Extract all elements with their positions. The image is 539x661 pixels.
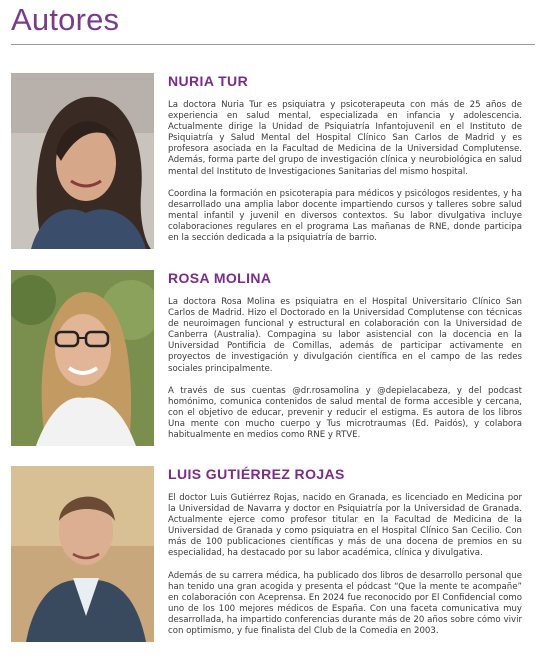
author-name: NURIA TUR	[168, 73, 249, 89]
author-name: LUIS GUTIÉRREZ ROJAS	[168, 466, 345, 482]
author-photo	[11, 466, 154, 642]
title-divider	[11, 44, 535, 45]
bio-paragraph: Coordina la formación en psicoterapia para médicos y psicólogos residentes, y ha desarrollado una amplia labor docente impartiendo cursos y talleres sobre salud mental infantil y juvenil en diversos contextos. Su labor divulgativa incluye colaboraciones regulares en el programa Las mañanas de RNE, donde participa en la sección dedicada a la psiquiatría de barrio.	[168, 188, 522, 244]
author-bio	[168, 297, 522, 441]
page-title: Autores	[11, 2, 120, 37]
bio-paragraph: La doctora Nuria Tur es psiquiatra y psicoterapeuta con más de 25 años de experiencia en salud mental, especializada en infancia y adolescencia. Actualmente dirige la Unidad de Psiquiatría Infantojuvenil en el Instituto de Psiquiatría y Salud Mental del Hospital Clínico San Carlos de Madrid y es profesora asociada en la Facultad de Medicina de la Universidad Complutense. Además, forma parte del grupo de investigación clínica y neurobiológica en salud mental del Instituto de Investigaciones Sanitarias del mismo hospital.	[168, 100, 522, 177]
author-photo	[11, 270, 154, 446]
author-bio	[168, 100, 522, 244]
author-bio	[168, 493, 522, 637]
author-photo	[11, 73, 154, 249]
author-text	[168, 270, 522, 452]
bio-paragraph: A través de sus cuentas @dr.rosamolina y @depielacabeza, y del podcast homónimo, comunica contenidos de salud mental de forma accesible y cercana, con el objetivo de educar, prevenir y reducir el estigma. Es autora de los libros Una mente con mucho cuerpo y Tus microtraumas (Ed. Paidós), y colabora habitualmente en medios como RNE y RTVE.	[168, 385, 522, 441]
author-name: ROSA MOLINA	[168, 270, 272, 286]
bio-paragraph: La doctora Rosa Molina es psiquiatra en el Hospital Universitario Clínico San Carlos de Madrid. Hizo el Doctorado en la Universidad Complutense con técnicas de neuroimagen funcional y estructural en colaboración con la Universidad de Canberra (Australia). Compagina su labor asistencial con la docencia en la Universidad Pontificia de Comillas, además de participar activamente en proyectos de investigación y divulgación científica en el campo de las redes sociales principalmente.	[168, 297, 522, 374]
bio-paragraph: Además de su carrera médica, ha publicado dos libros de desarrollo personal que han tenido una gran acogida y presenta el pódcast “Que la mente te acompañe” en colaboración con Aceprensa. En 2024 fue reconocido por El Confidencial como uno de los 100 mejores médicos de España. Con una faceta comunicativa muy desarrollada, ha impartido conferencias durante más de 20 años sobre cómo vivir con optimismo, y fue finalista del Club de la Comedia en 2003.	[168, 570, 522, 637]
author-text	[168, 73, 522, 255]
author-text	[168, 466, 522, 648]
bio-paragraph: El doctor Luis Gutiérrez Rojas, nacido en Granada, es licenciado en Medicina por la Universidad de Navarra y doctor en Psiquiatría por la Universidad de Granada. Actualmente ejerce como profesor titular en la Facultad de Medicina de la Universidad de Granada y como psiquiatra en el Hospital Clínico San Cecilio. Con más de 100 publicaciones científicas y más de una docena de premios en su especialidad, ha destacado por su labor académica, clínica y divulgativa.	[168, 493, 522, 559]
